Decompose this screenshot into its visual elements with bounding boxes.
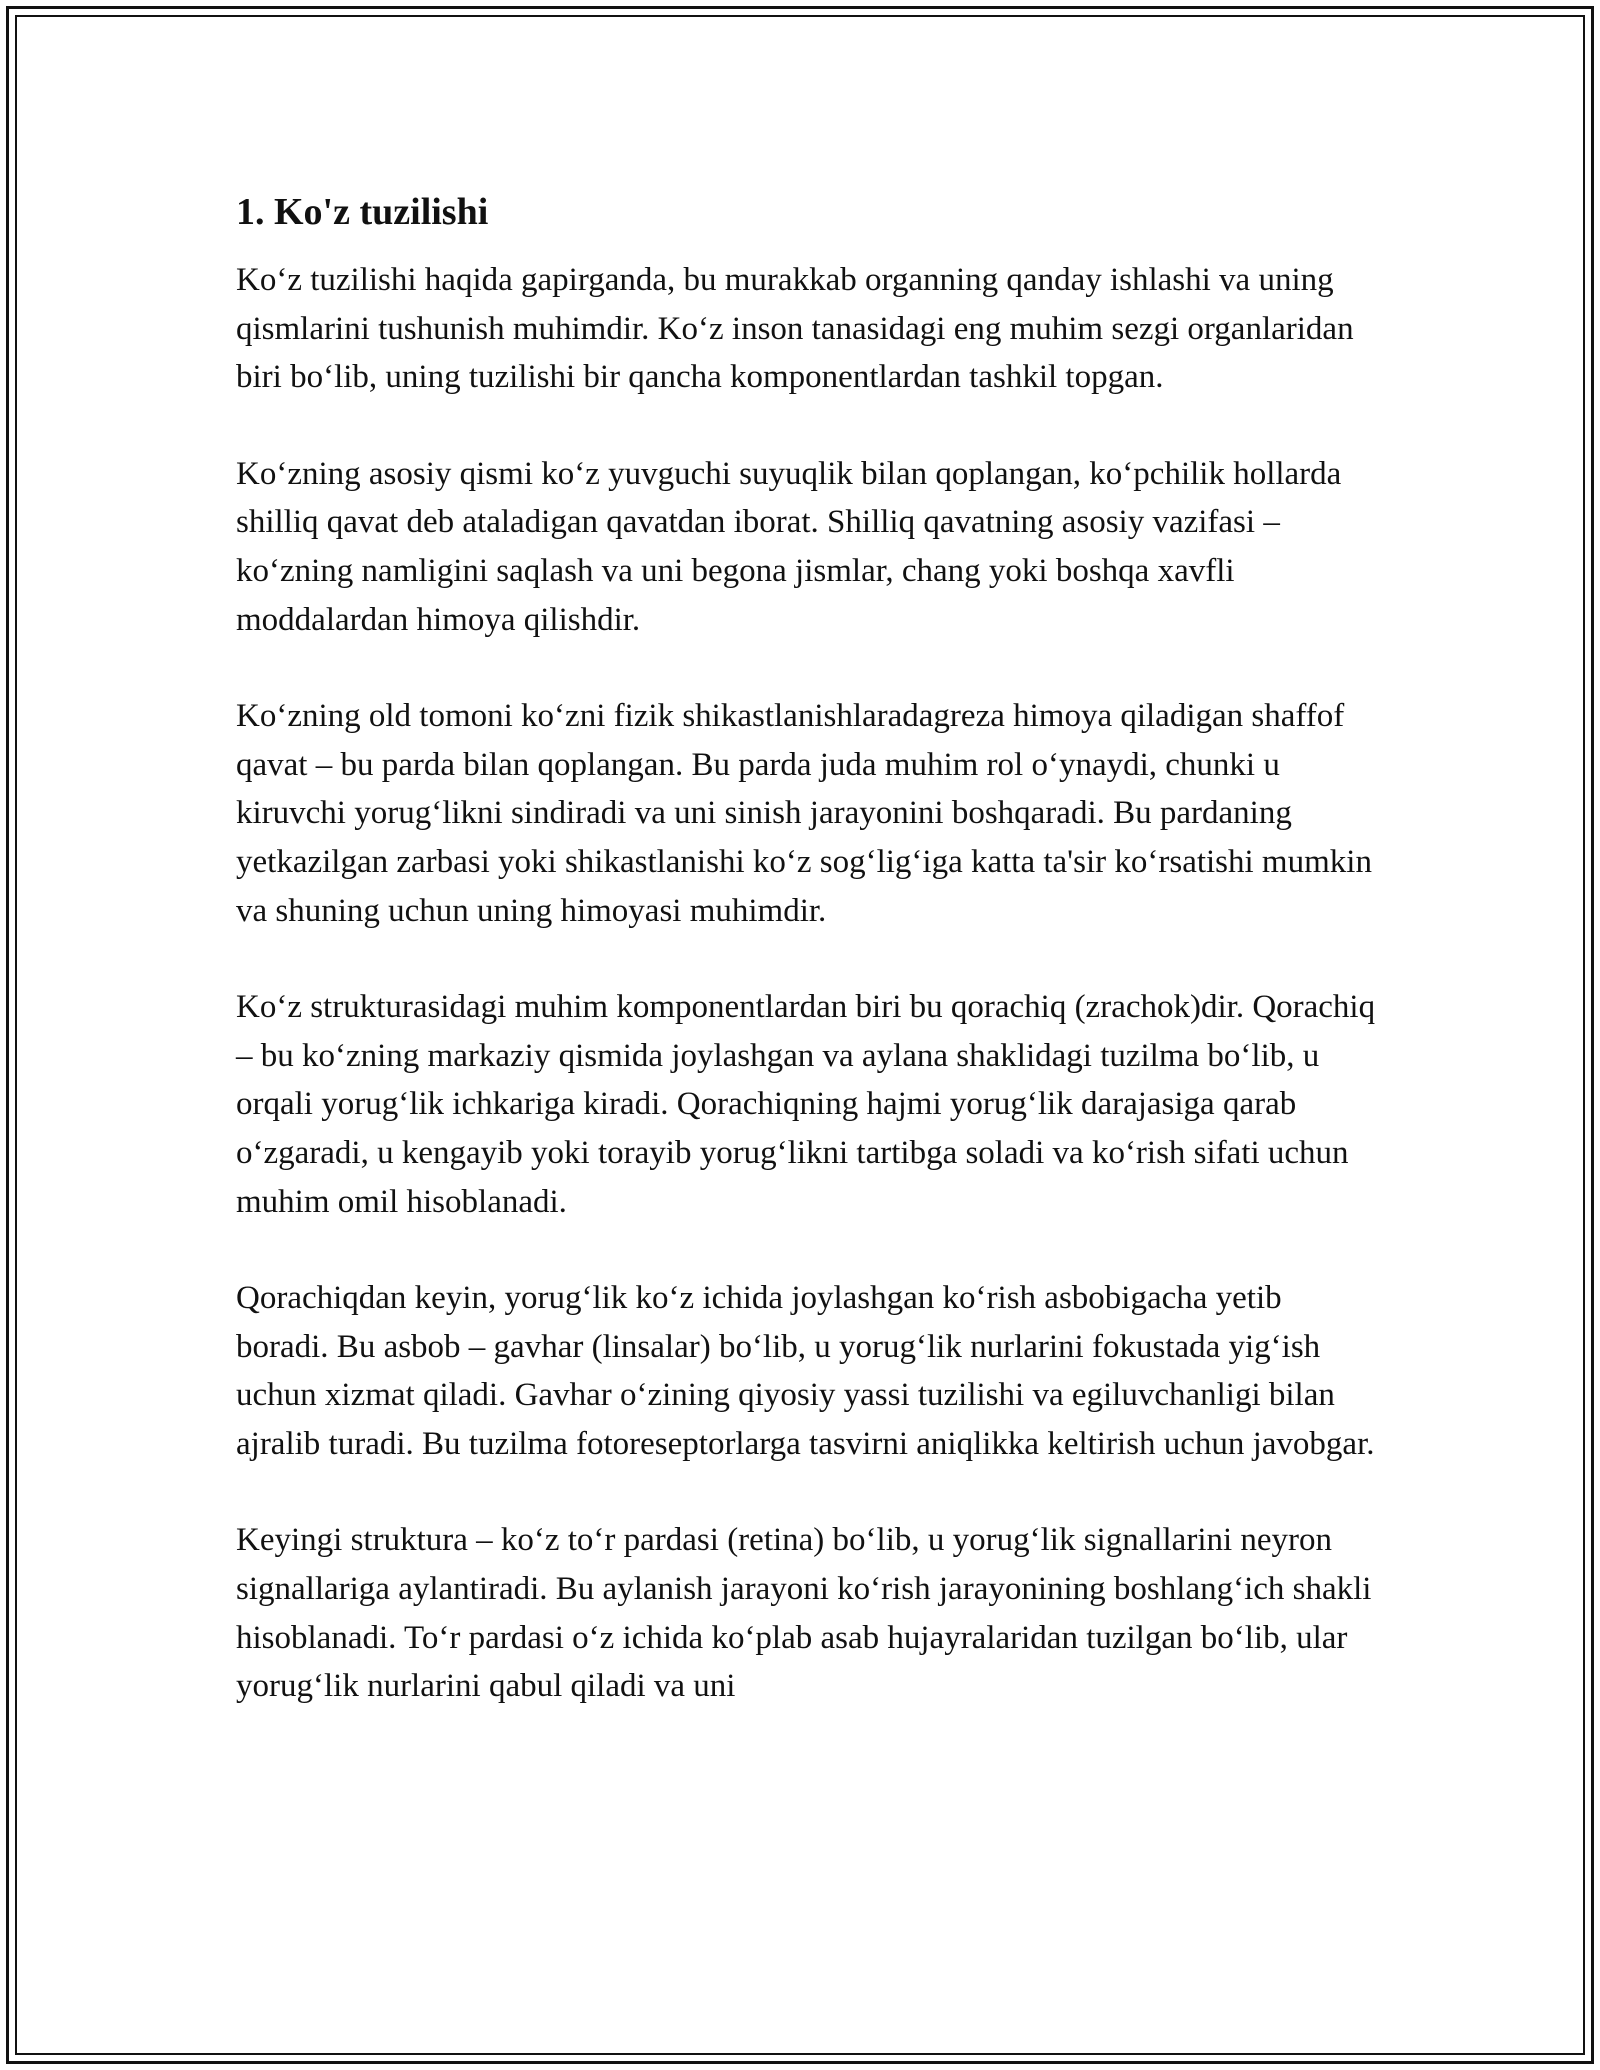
- section-heading: 1. Ko'z tuzilishi: [236, 191, 489, 233]
- paragraph-lens: Qorachiqdan keyin, yorug‘lik ko‘z ichida joylashgan ko‘rish asbobigacha yetib boradi. Bu asbob – gavhar (linsalar) bo‘lib, u yorug‘lik nurlarini fokustada yig‘ish uchun xizmat qiladi. Gavhar o‘zining qiyosiy yassi tuzilishi va egiluvchanligi bilan ajralib turadi. Bu tuzilma fotoreseptorlarga tasvirni aniqlikka keltirish uchun javobgar.: [236, 1280, 1375, 1462]
- paragraph-retina: Keyingi struktura – ko‘z to‘r pardasi (retina) bo‘lib, u yorug‘lik signallarini neyron signallariga aylantiradi. Bu aylanish jarayoni ko‘rish jarayonining boshlang‘ich shakli hisoblanadi. To‘r pardasi o‘z ichida ko‘plab asab hujayralaridan tuzilgan bo‘lib, ular yorug‘lik nurlarini qabul qiladi va uni: [236, 1522, 1372, 1705]
- paragraph-intro: Ko‘z tuzilishi haqida gapirganda, bu murakkab organning qanday ishlashi va uning qismlarini tushunish muhimdir. Ko‘z inson tanasidagi eng muhim sezgi organlaridan biri bo‘lib, uning tuzilishi bir qancha komponentlardan tashkil topgan.: [236, 262, 1354, 396]
- paragraph-cornea: Ko‘zning old tomoni ko‘zni fizik shikastlanishlaradagreza himoya qiladigan shaffof qavat – bu parda bilan qoplangan. Bu parda juda muhim rol o‘ynaydi, chunki u kiruvchi yorug‘likni sindiradi va uni sinish jarayonini boshqaradi. Bu pardaning yetkazilgan zarbasi yoki shikastlanishi ko‘z sog‘lig‘iga katta ta'sir ko‘rsatishi mumkin va shuning uchun uning himoyasi muhimdir.: [236, 698, 1372, 929]
- paragraph-pupil: Ko‘z strukturasidagi muhim komponentlardan biri bu qorachiq (zrachok)dir. Qorachiq – bu ko‘zning markaziy qismida joylashgan va aylana shaklidagi tuzilma bo‘lib, u orqali yorug‘lik ichkariga kiradi. Qorachiqning hajmi yorug‘lik darajasiga qarab o‘zgaradi, u kengayib yoki torayib yorug‘likni tartibga soladi va ko‘rish sifati uchun muhim omil hisoblanadi.: [236, 989, 1376, 1220]
- document-body: [236, 184, 1376, 1711]
- paragraph-mucous-layer: Ko‘zning asosiy qismi ko‘z yuvguchi suyuqlik bilan qoplangan, ko‘pchilik hollarda shilliq qavat deb ataladigan qavatdan iborat. Shilliq qavatning asosiy vazifasi – ko‘zning namligini saqlash va uni begona jismlar, chang yoki boshqa xavfli moddalardan himoya qilishdir.: [236, 455, 1342, 638]
